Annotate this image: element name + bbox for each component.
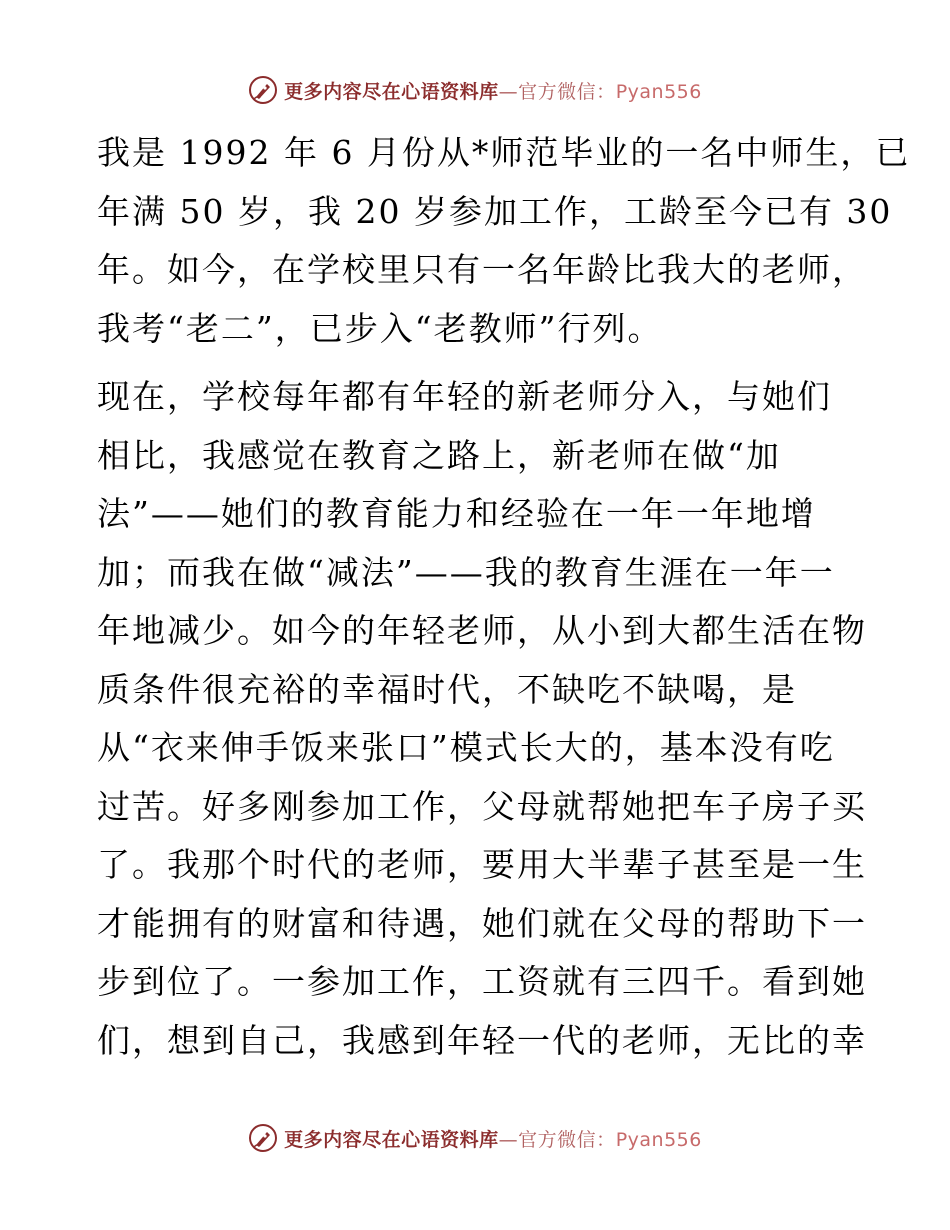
text-line: 相比，我感觉在教育之路上，新老师在做“加	[97, 435, 781, 475]
text-line: 质条件很充裕的幸福时代，不缺吃不缺喝，是	[97, 669, 797, 709]
text-line: 们，想到自己，我感到年轻一代的老师，无比的幸	[97, 1020, 867, 1060]
document-body	[97, 124, 911, 1080]
watermark-id: Pyan556	[615, 1128, 702, 1151]
watermark-id: Pyan556	[615, 80, 702, 103]
paragraph-1	[97, 124, 911, 358]
pen-nib-seal-icon	[248, 75, 278, 105]
watermark-text	[284, 1125, 702, 1152]
text-line: 从“衣来伸手饭来张口”模式长大的，基本没有吃	[97, 728, 835, 767]
text-line: 过苦。好多刚参加工作，父母就帮她把车子房子买	[97, 786, 867, 826]
text-line: 年满 50 岁，我 20 岁参加工作，工龄至今已有 30	[97, 191, 893, 231]
text-line: 步到位了。一参加工作，工资就有三四千。看到她	[97, 962, 867, 1001]
text-line: 我是 1992 年 6 月份从*师范毕业的一名中师生，已	[97, 133, 911, 172]
watermark-main: 更多内容尽在心语资料库	[284, 80, 499, 103]
header-watermark	[0, 70, 950, 110]
text-line: 加；而我在做“减法”——我的教育生涯在一年一	[97, 552, 835, 592]
text-line: 我考“老二”，已步入“老教师”行列。	[97, 308, 663, 348]
watermark-separator: —官方微信：	[498, 80, 616, 103]
text-line: 年地减少。如今的年轻老师，从小到大都生活在物	[97, 611, 867, 650]
text-line: 才能拥有的财富和待遇，她们就在父母的帮助下一	[97, 903, 867, 943]
footer-watermark	[0, 1118, 950, 1158]
text-line: 了。我那个时代的老师，要用大半辈子甚至是一生	[97, 845, 867, 884]
pen-nib-seal-icon	[248, 1123, 278, 1153]
text-line: 法”——她们的教育能力和经验在一年一年地增	[97, 494, 816, 533]
text-line: 年。如今，在学校里只有一名年龄比我大的老师，	[97, 250, 867, 289]
watermark-main: 更多内容尽在心语资料库	[284, 1128, 499, 1151]
watermark-text	[284, 77, 702, 104]
text-line: 现在，学校每年都有年轻的新老师分入，与她们	[97, 377, 832, 416]
watermark-separator: —官方微信：	[498, 1128, 616, 1151]
paragraph-2	[97, 368, 867, 1070]
